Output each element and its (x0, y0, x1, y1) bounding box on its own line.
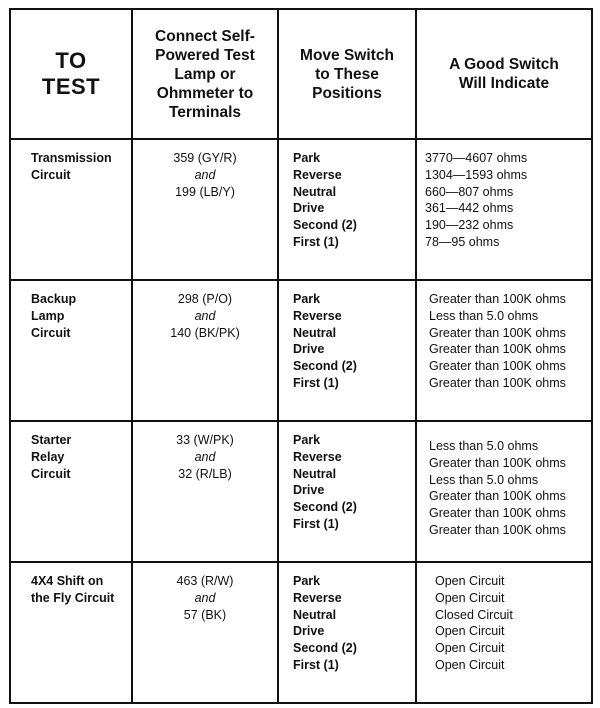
test-cell (10, 421, 132, 562)
header-move-line: to These (315, 65, 379, 83)
position-item: Neutral (293, 607, 337, 622)
position-item: Drive (293, 624, 325, 639)
test-label: the Fly Circuit (31, 591, 115, 605)
terminal-1: 298 (P/O) (177, 292, 233, 306)
indicate-item: Greater than 100K ohms (429, 455, 566, 470)
indicate-item: Greater than 100K ohms (429, 506, 566, 521)
terminal-1: 359 (GY/R) (173, 151, 237, 165)
position-item: Reverse (293, 449, 342, 464)
indicate-item: 361—442 ohms (425, 201, 514, 216)
terminal-and: and (194, 168, 216, 182)
indicate-item: Greater than 100K ohms (429, 522, 566, 537)
indicate-item: Greater than 100K ohms (429, 325, 566, 340)
indicate-cell (416, 139, 592, 280)
indicate-item: 3770—4607 ohms (425, 151, 528, 165)
test-label: 4X4 Shift on (31, 574, 104, 588)
position-item: Neutral (293, 325, 337, 340)
position-item: Drive (293, 201, 325, 216)
position-item: Second (2) (293, 641, 357, 656)
header-move-line: Positions (312, 84, 382, 102)
indicate-cell (416, 562, 592, 703)
test-cell (10, 562, 132, 703)
indicate-item: Greater than 100K ohms (429, 292, 566, 306)
header-good-switch (416, 9, 592, 139)
header-connect-line: Terminals (168, 103, 242, 121)
header-to-test-line: TO (55, 48, 87, 73)
terminal-2: 140 (BK/PK) (170, 326, 240, 340)
table-row-starter-relay (10, 421, 592, 562)
terminal-1: 33 (W/PK) (176, 433, 234, 447)
switch-test-table (9, 8, 593, 704)
position-item: Second (2) (293, 218, 357, 233)
table-row-4x4-shift (10, 562, 592, 703)
header-move-switch (278, 9, 416, 139)
position-item: Drive (293, 342, 325, 357)
indicate-item: Less than 5.0 ohms (429, 439, 539, 453)
position-item: Park (293, 151, 321, 165)
terminals-cell (132, 280, 278, 421)
terminals-cell (132, 421, 278, 562)
test-label: Relay (31, 450, 65, 464)
position-item: Second (2) (293, 359, 357, 374)
indicate-item: Closed Circuit (435, 607, 513, 622)
header-row (10, 9, 592, 139)
position-item: Neutral (293, 466, 337, 481)
position-item: Neutral (293, 184, 337, 199)
header-connect-line: Ohmmeter to (156, 84, 254, 102)
position-item: First (1) (293, 516, 339, 531)
positions-cell (278, 139, 416, 280)
positions-cell (278, 280, 416, 421)
test-label: Starter (31, 433, 72, 447)
indicate-item: Greater than 100K ohms (429, 342, 566, 357)
table-row-backup-lamp (10, 280, 592, 421)
terminals-cell (132, 562, 278, 703)
indicate-item: 78—95 ohms (425, 234, 500, 249)
terminal-and: and (194, 450, 216, 464)
header-good-line: A Good Switch (449, 56, 559, 73)
terminal-2: 57 (BK) (183, 608, 227, 622)
header-connect (132, 9, 278, 139)
indicate-item: Less than 5.0 ohms (429, 308, 539, 323)
indicate-item: Greater than 100K ohms (429, 375, 566, 390)
indicate-item: 1304—1593 ohms (425, 167, 528, 182)
header-move-line: Move Switch (300, 46, 394, 64)
position-item: Drive (293, 483, 325, 498)
terminal-and: and (194, 309, 216, 323)
position-item: First (1) (293, 657, 339, 672)
position-item: First (1) (293, 234, 339, 249)
terminal-1: 463 (R/W) (176, 574, 234, 588)
terminal-2: 32 (R/LB) (178, 467, 232, 481)
positions-cell (278, 421, 416, 562)
position-item: Park (293, 574, 321, 588)
test-label: Transmission (31, 151, 112, 165)
indicate-item: Open Circuit (435, 624, 505, 639)
position-item: Reverse (293, 167, 342, 182)
position-item: First (1) (293, 375, 339, 390)
position-item: Reverse (293, 590, 342, 605)
header-connect-line: Powered Test (155, 46, 255, 64)
indicate-item: Greater than 100K ohms (429, 359, 566, 374)
indicate-cell (416, 280, 592, 421)
header-to-test-line: TEST (41, 74, 101, 99)
indicate-item: 190—232 ohms (425, 218, 514, 233)
header-good-line: Will Indicate (458, 75, 550, 92)
indicate-item: 660—807 ohms (425, 184, 514, 199)
position-item: Park (293, 433, 321, 447)
test-cell (10, 280, 132, 421)
indicate-item: Open Circuit (435, 590, 505, 605)
position-item: Second (2) (293, 500, 357, 515)
terminal-and: and (194, 591, 216, 605)
test-label: Circuit (31, 467, 71, 481)
test-label: Backup (31, 292, 77, 306)
header-connect-line: Connect Self- (155, 27, 255, 45)
header-to-test (10, 9, 132, 139)
positions-cell (278, 562, 416, 703)
indicate-item: Open Circuit (435, 574, 505, 588)
indicate-item: Greater than 100K ohms (429, 489, 566, 504)
table-row-transmission (10, 139, 592, 280)
terminal-2: 199 (LB/Y) (175, 185, 235, 199)
header-connect-line: Lamp or (174, 65, 236, 83)
test-cell (10, 139, 132, 280)
indicate-item: Open Circuit (435, 657, 505, 672)
test-label: Circuit (31, 168, 71, 182)
position-item: Park (293, 292, 321, 306)
position-item: Reverse (293, 308, 342, 323)
indicate-item: Open Circuit (435, 641, 505, 656)
test-label: Lamp (31, 309, 65, 323)
indicate-item: Less than 5.0 ohms (429, 472, 539, 487)
indicate-cell (416, 421, 592, 562)
test-label: Circuit (31, 326, 71, 340)
terminals-cell (132, 139, 278, 280)
